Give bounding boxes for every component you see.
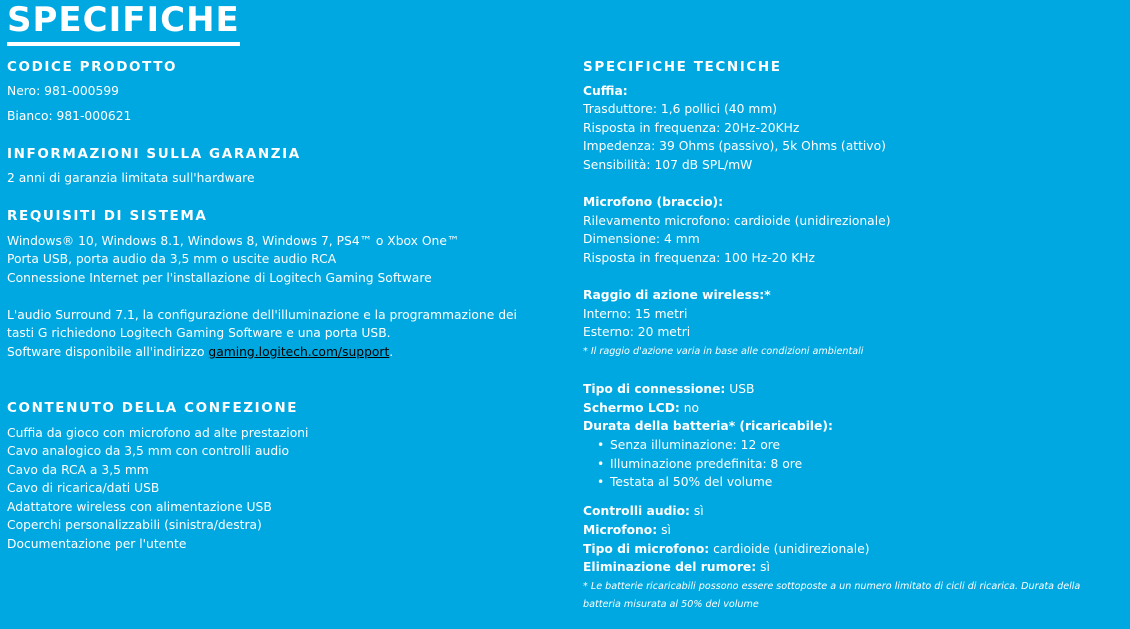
heading-contenuto: CONTENUTO DELLA CONFEZIONE xyxy=(7,400,299,416)
heading-garanzia: INFORMAZIONI SULLA GARANZIA xyxy=(7,146,301,162)
requisiti-line-4: L'audio Surround 7.1, la configurazione dell'illuminazione e la programmazione dei xyxy=(7,308,517,322)
wireless-note: * Il raggio d'azione varia in base alle condizioni ambientali xyxy=(583,346,864,357)
cuffia-line: Trasduttore: 1,6 pollici (40 mm) xyxy=(583,102,778,116)
controlli-value: sì xyxy=(689,504,704,518)
codice-bianco: Bianco: 981-000621 xyxy=(7,109,132,123)
batteria-item: • Senza illuminazione: 12 ore xyxy=(610,436,780,454)
connessione-value: USB xyxy=(725,382,755,396)
requisiti-line-3: Connessione Internet per l'installazione di Logitech Gaming Software xyxy=(7,271,432,285)
software-prefix: Software disponibile all'indirizzo xyxy=(7,345,209,359)
connessione-label: Tipo di connessione: xyxy=(583,382,726,396)
tipo-microfono-label: Tipo di microfono: xyxy=(583,542,710,556)
rumore-value: sì xyxy=(756,560,770,574)
cuffia-line: Sensibilità: 107 dB SPL/mW xyxy=(583,158,753,172)
rumore-row xyxy=(583,558,770,576)
garanzia-text: 2 anni di garanzia limitata sull'hardware xyxy=(7,171,255,185)
microfono-yn-label: Microfono: xyxy=(583,523,658,537)
cuffia-label: Cuffia: xyxy=(583,84,628,98)
lcd-value: no xyxy=(679,401,700,415)
controlli-label: Controlli audio: xyxy=(583,504,690,518)
software-suffix: . xyxy=(389,345,394,359)
contenuto-item: Cavo analogico da 3,5 mm con controlli audio xyxy=(7,444,290,458)
lcd-label: Schermo LCD: xyxy=(583,401,680,415)
microfono-row xyxy=(583,521,671,539)
wireless-line: Interno: 15 metri xyxy=(583,307,688,321)
heading-specifiche-tecniche: SPECIFICHE TECNICHE xyxy=(583,59,782,75)
microfono-line: Dimensione: 4 mm xyxy=(583,232,700,246)
tipo-microfono-value: cardioide (unidirezionale) xyxy=(709,542,870,556)
wireless-line: Esterno: 20 metri xyxy=(583,325,691,339)
contenuto-item: Cavo da RCA a 3,5 mm xyxy=(7,463,149,477)
page-title: SPECIFICHE xyxy=(7,0,240,46)
microfono-yn-value: sì xyxy=(657,523,671,537)
footnote-line-2: batteria misurata al 50% del volume xyxy=(583,599,759,610)
support-link[interactable]: gaming.logitech.com/support xyxy=(208,345,390,359)
batteria-row xyxy=(583,417,833,435)
cuffia-line: Risposta in frequenza: 20Hz-20KHz xyxy=(583,121,800,135)
contenuto-item: Cavo di ricarica/dati USB xyxy=(7,481,160,495)
batteria-item: • Illuminazione predefinita: 8 ore xyxy=(610,455,802,473)
heading-codice-prodotto: CODICE PRODOTTO xyxy=(7,59,178,75)
software-line xyxy=(7,343,393,361)
contenuto-item: Documentazione per l'utente xyxy=(7,537,187,551)
contenuto-item: Cuffia da gioco con microfono ad alte prestazioni xyxy=(7,426,309,440)
wireless-label: Raggio di azione wireless:* xyxy=(583,288,771,302)
connessione-row xyxy=(583,380,755,398)
batteria-label: Durata della batteria* (ricaricabile): xyxy=(583,419,833,433)
microfono-line: Risposta in frequenza: 100 Hz-20 KHz xyxy=(583,251,816,265)
heading-requisiti: REQUISITI DI SISTEMA xyxy=(7,208,208,224)
lcd-row xyxy=(583,399,699,417)
cuffia-line: Impedenza: 39 Ohms (passivo), 5k Ohms (attivo) xyxy=(583,139,886,153)
requisiti-line-1: Windows® 10, Windows 8.1, Windows 8, Windows 7, PS4™ o Xbox One™ xyxy=(7,234,460,248)
requisiti-line-2: Porta USB, porta audio da 3,5 mm o uscite audio RCA xyxy=(7,252,337,266)
microfono-line: Rilevamento microfono: cardioide (unidirezionale) xyxy=(583,214,891,228)
codice-nero: Nero: 981-000599 xyxy=(7,84,119,98)
contenuto-item: Adattatore wireless con alimentazione USB xyxy=(7,500,272,514)
tipo-microfono-row xyxy=(583,540,870,558)
microfono-label: Microfono (braccio): xyxy=(583,195,724,209)
rumore-label: Eliminazione del rumore: xyxy=(583,560,757,574)
batteria-item: • Testata al 50% del volume xyxy=(610,473,772,491)
contenuto-item: Coperchi personalizzabili (sinistra/destra) xyxy=(7,518,262,532)
controlli-row xyxy=(583,502,704,520)
requisiti-line-5: tasti G richiedono Logitech Gaming Software e una porta USB. xyxy=(7,326,391,340)
footnote-line-1: * Le batterie ricaricabili possono essere sottoposte a un numero limitato di cicli di ricarica. Durata della xyxy=(583,581,1081,592)
